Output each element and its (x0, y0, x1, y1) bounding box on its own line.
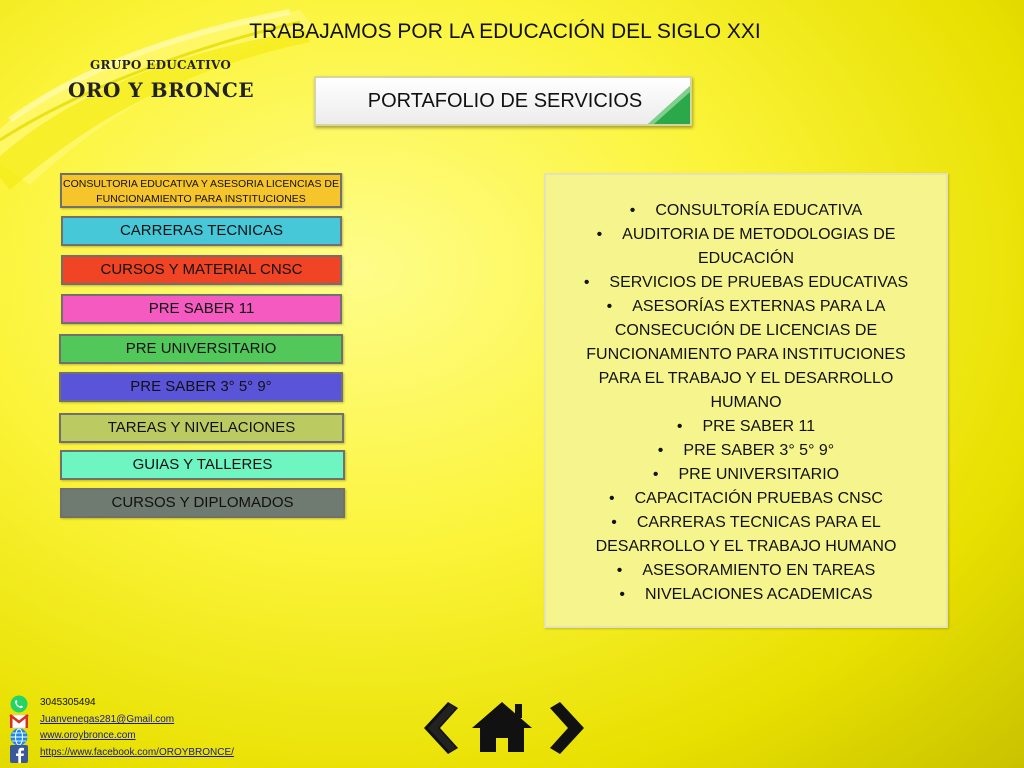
nav-button-label: TAREAS Y NIVELACIONES (107, 419, 296, 436)
nav-button-guias-talleres[interactable] (60, 450, 345, 480)
contact-web-link[interactable]: www.oroybronce.com (40, 730, 136, 741)
page-corner-icon (648, 86, 690, 124)
service-item: • PRE SABER 3° 5° 9° (564, 439, 928, 463)
brand-subtitle: GRUPO EDUCATIVO (90, 58, 232, 72)
bottom-navigation (420, 698, 590, 758)
page-title: TRABAJAMOS POR LA EDUCACIÓN DEL SIGLO XXI (249, 20, 761, 43)
service-item: • PRE SABER 11 (564, 415, 928, 439)
nav-button-tareas-nivelaciones[interactable] (59, 413, 344, 443)
services-list (546, 175, 946, 607)
nav-button-label: CONSULTORIA EDUCATIVA Y ASESORIA LICENCIAS DE FUNCIONAMIENTO PARA INSTITUCIONES (62, 178, 339, 205)
nav-button-cursos-material-cnsc[interactable] (61, 255, 342, 285)
service-item: • ASESORÍAS EXTERNAS PARA LA CONSECUCIÓN DE LICENCIAS DE FUNCIONAMIENTO PARA INSTITUCIONES PARA EL TRABAJO Y EL DESARROLLO HUMANO (564, 295, 928, 415)
nav-button-pre-saber-11[interactable] (61, 294, 342, 324)
brand-name: ORO Y BRONCE (68, 78, 255, 102)
chevron-right-icon[interactable] (550, 702, 584, 754)
nav-button-label: PRE UNIVERSITARIO (125, 340, 277, 357)
chevron-left-icon[interactable] (424, 702, 458, 754)
contact-email-row (8, 712, 268, 728)
contact-phone-row (8, 695, 268, 711)
nav-button-label: GUIAS Y TALLERES (132, 456, 273, 473)
contact-email-link[interactable]: Juanvenegas281@Gmail.com (40, 714, 175, 725)
service-item: • AUDITORIA DE METODOLOGIAS DE EDUCACIÓN (564, 223, 928, 271)
nav-button-label: PRE SABER 11 (148, 300, 255, 317)
service-item: • CAPACITACIÓN PRUEBAS CNSC (564, 487, 928, 511)
nav-button-consultoria[interactable] (60, 173, 342, 208)
facebook-icon (8, 745, 30, 763)
nav-button-pre-universitario[interactable] (59, 334, 343, 364)
nav-button-label: CURSOS Y DIPLOMADOS (111, 494, 294, 511)
home-icon[interactable] (472, 702, 532, 752)
service-item: • NIVELACIONES ACADEMICAS (564, 583, 928, 607)
service-item: • SERVICIOS DE PRUEBAS EDUCATIVAS (564, 271, 928, 295)
nav-button-label: CARRERAS TECNICAS (119, 222, 284, 239)
nav-button-pre-saber-3-5-9[interactable] (59, 372, 343, 402)
contact-web-row (8, 728, 268, 744)
nav-button-carreras-tecnicas[interactable] (61, 216, 342, 246)
globe-icon (8, 728, 30, 746)
services-panel (544, 173, 948, 628)
contact-facebook-link[interactable]: https://www.facebook.com/OROYBRONCE/ (40, 747, 234, 758)
service-item: • CONSULTORÍA EDUCATIVA (564, 199, 928, 223)
service-item: • CARRERAS TECNICAS PARA EL DESARROLLO Y EL TRABAJO HUMANO (564, 511, 928, 559)
service-item: • PRE UNIVERSITARIO (564, 463, 928, 487)
contact-facebook-row (8, 745, 268, 761)
contact-phone: 3045305494 (40, 697, 96, 708)
service-item: • ASESORAMIENTO EN TAREAS (564, 559, 928, 583)
nav-button-label: CURSOS Y MATERIAL CNSC (100, 261, 303, 278)
portfolio-banner (314, 76, 692, 126)
nav-button-cursos-diplomados[interactable] (60, 488, 345, 518)
portfolio-label: PORTAFOLIO DE SERVICIOS (367, 90, 643, 112)
whatsapp-icon (8, 695, 30, 713)
nav-button-label: PRE SABER 3° 5° 9° (130, 378, 272, 395)
